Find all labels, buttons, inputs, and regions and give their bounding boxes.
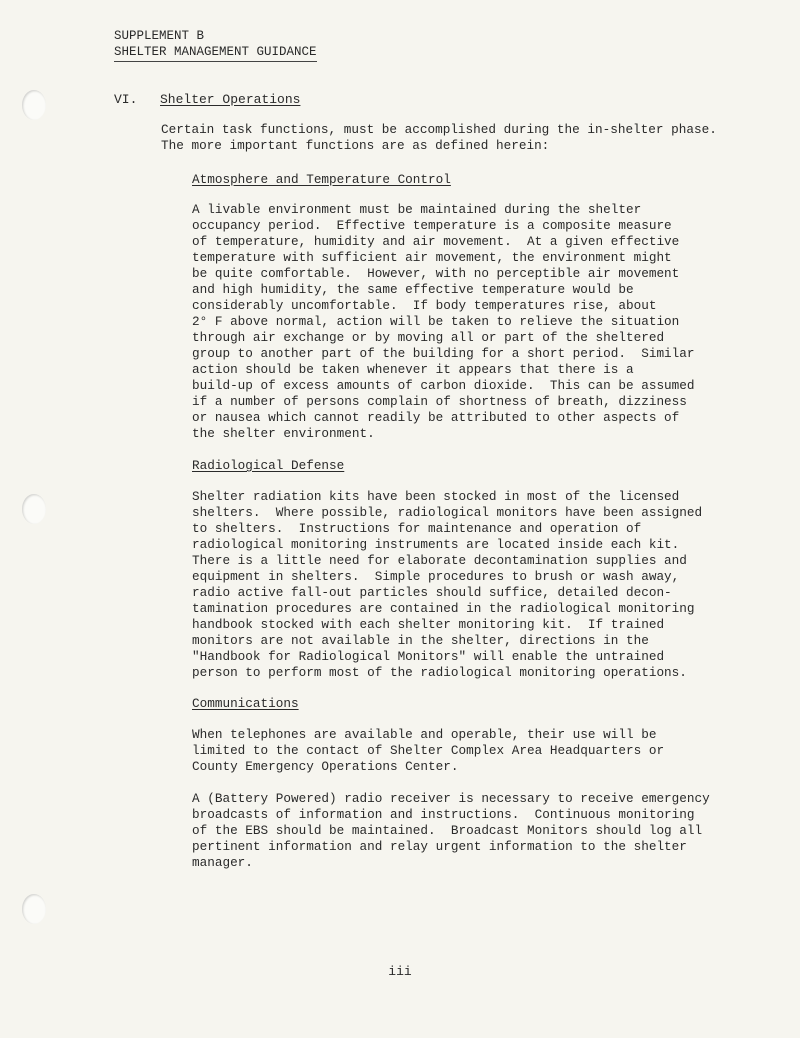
section-number: VI. xyxy=(114,92,138,107)
punch-hole-middle xyxy=(22,494,46,524)
subheading-radiological: Radiological Defense xyxy=(192,458,345,473)
header-supplement: SUPPLEMENT B xyxy=(114,29,205,43)
intro-paragraph: Certain task functions, must be accomplished during the in-shelter phase. The more important functions are as defined herein: xyxy=(161,122,717,153)
section-heading xyxy=(114,92,300,107)
communications-paragraph-1: When telephones are available and operable, their use will be limited to the contact of Shelter Complex Area Headquarters or County Emergency Operations Center. xyxy=(192,727,665,774)
punch-hole-bottom xyxy=(22,894,46,924)
subheading-communications: Communications xyxy=(192,696,299,711)
punch-hole-top xyxy=(22,90,46,120)
header-title: SHELTER MANAGEMENT GUIDANCE xyxy=(114,44,317,62)
section-title: Shelter Operations xyxy=(160,92,301,107)
document-header xyxy=(114,28,317,62)
radiological-paragraph: Shelter radiation kits have been stocked in most of the licensed shelters. Where possible, radiological monitors have been assigned to shelters. Instructions for maintenance and operation of radiological monitoring instruments are located inside each kit. There is a little need for elaborate decontamination supplies and equipment in shelters. Simple procedures to brush or wash away, radio active fall-out particles should suffice, detailed decon- tamination procedures are contained in the radiological monitoring handbook stocked with each shelter monitoring kit. If trained monitors are not available in the shelter, directions in the "Handbook for Radiological Monitors" will enable the untrained person to perform most of the radiological monitoring operations. xyxy=(192,489,703,680)
subheading-atmosphere: Atmosphere and Temperature Control xyxy=(192,172,451,187)
atmosphere-paragraph: A livable environment must be maintained during the shelter occupancy period. Effective temperature is a composite measure of temperature, humidity and air movement. At a given effective temperature with sufficient air movement, the environment might be quite comfortable. However, with no perceptible air movement and high humidity, the same effective temperature would be considerably uncomfortable. If body temperatures rise, about 2° F above normal, action will be taken to relieve the situation through air exchange or by moving all or part of the sheltered group to another part of the building for a short period. Similar action should be taken whenever it appears that there is a build-up of excess amounts of carbon dioxide. This can be assumed if a number of persons complain of shortness of breath, dizziness or nausea which cannot readily be attributed to other aspects of the shelter environment. xyxy=(192,202,695,441)
page-number: iii xyxy=(388,964,412,979)
communications-paragraph-2: A (Battery Powered) radio receiver is necessary to receive emergency broadcasts of information and instructions. Continuous monitoring of the EBS should be maintained. Broadcast Monitors should log all pertinent information and relay urgent information to the shelter manager. xyxy=(192,791,710,870)
